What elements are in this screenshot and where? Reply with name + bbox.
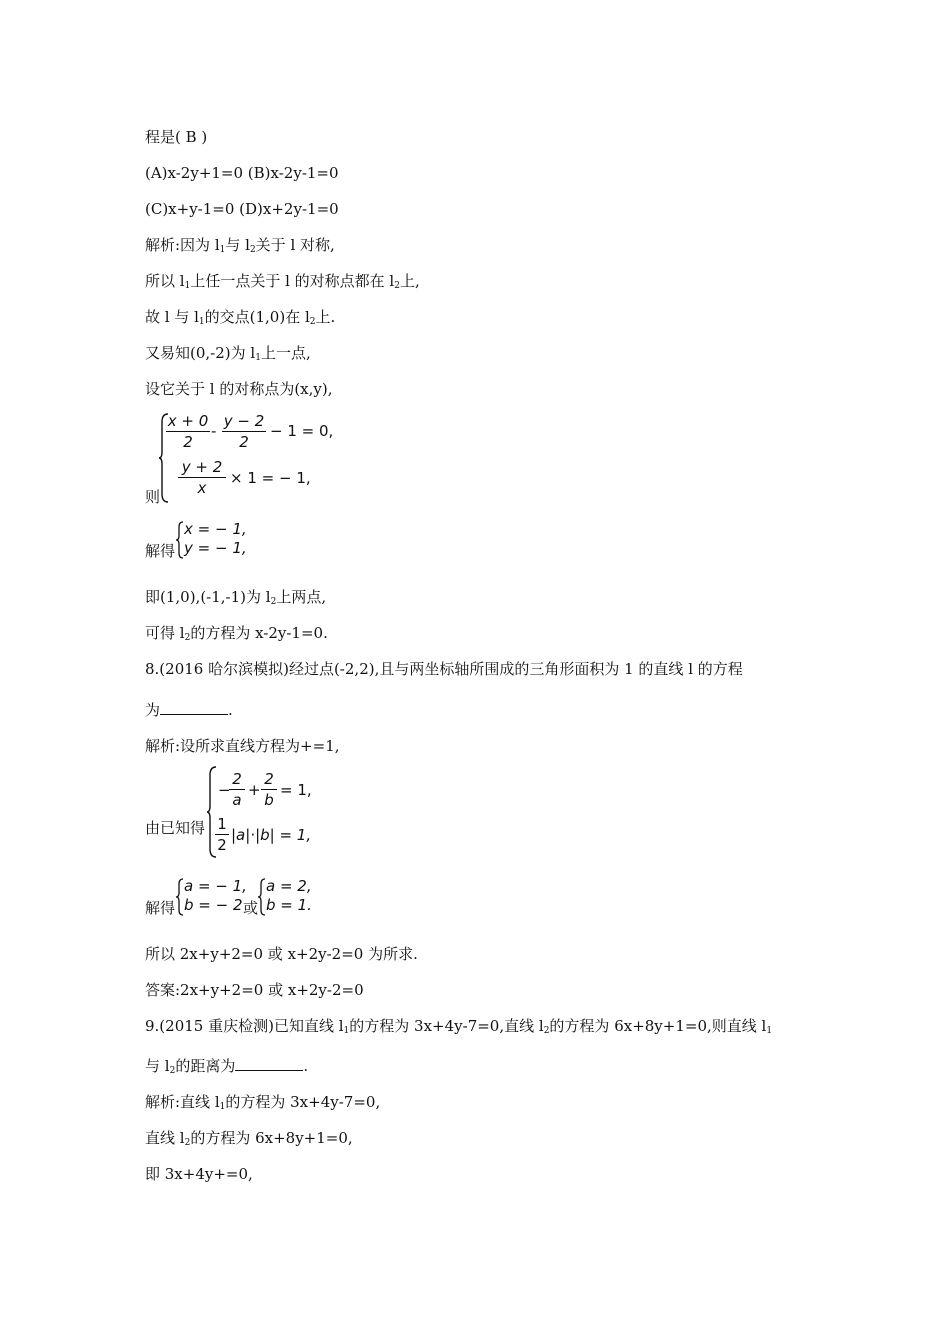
q7-options-cd: (C)x+y-1=0 (D)x+2y-1=0 bbox=[145, 200, 339, 218]
q9-solution-line-3: 即 3x+4y+=0, bbox=[145, 1165, 253, 1183]
minus-sign: - bbox=[211, 422, 217, 440]
fraction-2-over-a: 2 a bbox=[229, 770, 245, 809]
solution-a-2: a = 2, bbox=[266, 877, 312, 895]
q7-solution-line-4: 又易知(0,-2)为 $l_1$上一点, bbox=[145, 344, 311, 363]
q7-solution-line-1: 解析:因为 $l_1$与 $l_2$关于 l 对称, bbox=[145, 236, 335, 255]
equation-1-rest: − 1 = 0, bbox=[270, 422, 334, 440]
solution-x: x = − 1, bbox=[184, 520, 247, 538]
q7-solution-line-7: 可得 $l_2$的方程为 x-2y-1=0. bbox=[145, 624, 328, 643]
q7-solution-line-3: 故 l 与 $l_1$的交点(1,0)在 $l_2$上. bbox=[145, 308, 336, 327]
q8-answer: 答案:2x+y+2=0 或 x+2y-2=0 bbox=[145, 981, 364, 999]
fraction-2-over-b: 2 b bbox=[261, 770, 277, 809]
answer-blank bbox=[235, 1056, 303, 1071]
equation-2-rest: |a|·|b| = 1, bbox=[231, 826, 312, 844]
fraction-y-plus-2-over-x: y + 2 x bbox=[178, 458, 226, 497]
plus-sign: + bbox=[248, 781, 261, 799]
q9-solution-line-1: 解析:直线 $l_1$的方程为 3x+4y-7=0, bbox=[145, 1093, 381, 1112]
q8-jiede-label: 解得 bbox=[145, 899, 176, 917]
huo-label: 或 bbox=[243, 899, 259, 917]
fraction-x-plus-0-over-2: x + 0 2 bbox=[167, 412, 209, 451]
q8-solution-line-2: 所以 2x+y+2=0 或 x+2y-2=0 为所求. bbox=[145, 945, 418, 963]
q9-solution-line-2: 直线 $l_2$的方程为 6x+8y+1=0, bbox=[145, 1129, 353, 1148]
solution-b-1: b = − 2 bbox=[184, 896, 243, 914]
q8-stem: 8.(2016 哈尔滨模拟)经过点(-2,2),且与两坐标轴所围成的三角形面积为 1 的直线 l 的方程 bbox=[145, 660, 743, 678]
solution-b-2: b = 1. bbox=[266, 896, 312, 914]
answer-blank bbox=[160, 700, 228, 715]
q7-stem-tail: 程是( B ) bbox=[145, 128, 208, 146]
q7-solution-line-6: 即(1,0),(-1,-1)为 $l_2$上两点, bbox=[145, 588, 327, 607]
equation-1-rest: = 1, bbox=[280, 781, 312, 799]
q8-youyizhide-label: 由已知得 bbox=[145, 819, 206, 837]
q9-stem: 9.(2015 重庆检测)已知直线 $l_1$的方程为 3x+4y-7=0,直线 $l_2$的方程为 6x+8y+1=0,则直线 $l_1$ bbox=[145, 1017, 773, 1036]
solution-y: y = − 1, bbox=[184, 539, 247, 557]
q8-solution-line-1: 解析:设所求直线方程为+=1, bbox=[145, 737, 340, 755]
equation-2-rest: × 1 = − 1, bbox=[230, 469, 311, 487]
q7-solution-line-2: 所以 $l_1$上任一点关于 l 的对称点都在 $l_2$上, bbox=[145, 272, 420, 291]
fraction-1-over-2: 1 2 bbox=[215, 815, 229, 854]
q7-ze-label: 则 bbox=[145, 488, 161, 506]
q9-stem-line-2: 与 $l_2$的距离为 . bbox=[145, 1057, 309, 1076]
q7-options-ab: (A)x-2y+1=0 (B)x-2y-1=0 bbox=[145, 164, 339, 182]
fraction-y-minus-2-over-2: y − 2 2 bbox=[223, 412, 265, 451]
minus-sign: − bbox=[218, 781, 231, 799]
solution-a-1: a = − 1, bbox=[184, 877, 247, 895]
q8-stem-line-2: 为 . bbox=[145, 701, 233, 719]
q7-solution-line-5: 设它关于 l 的对称点为(x,y), bbox=[145, 380, 333, 398]
q7-jiede-label: 解得 bbox=[145, 542, 176, 560]
